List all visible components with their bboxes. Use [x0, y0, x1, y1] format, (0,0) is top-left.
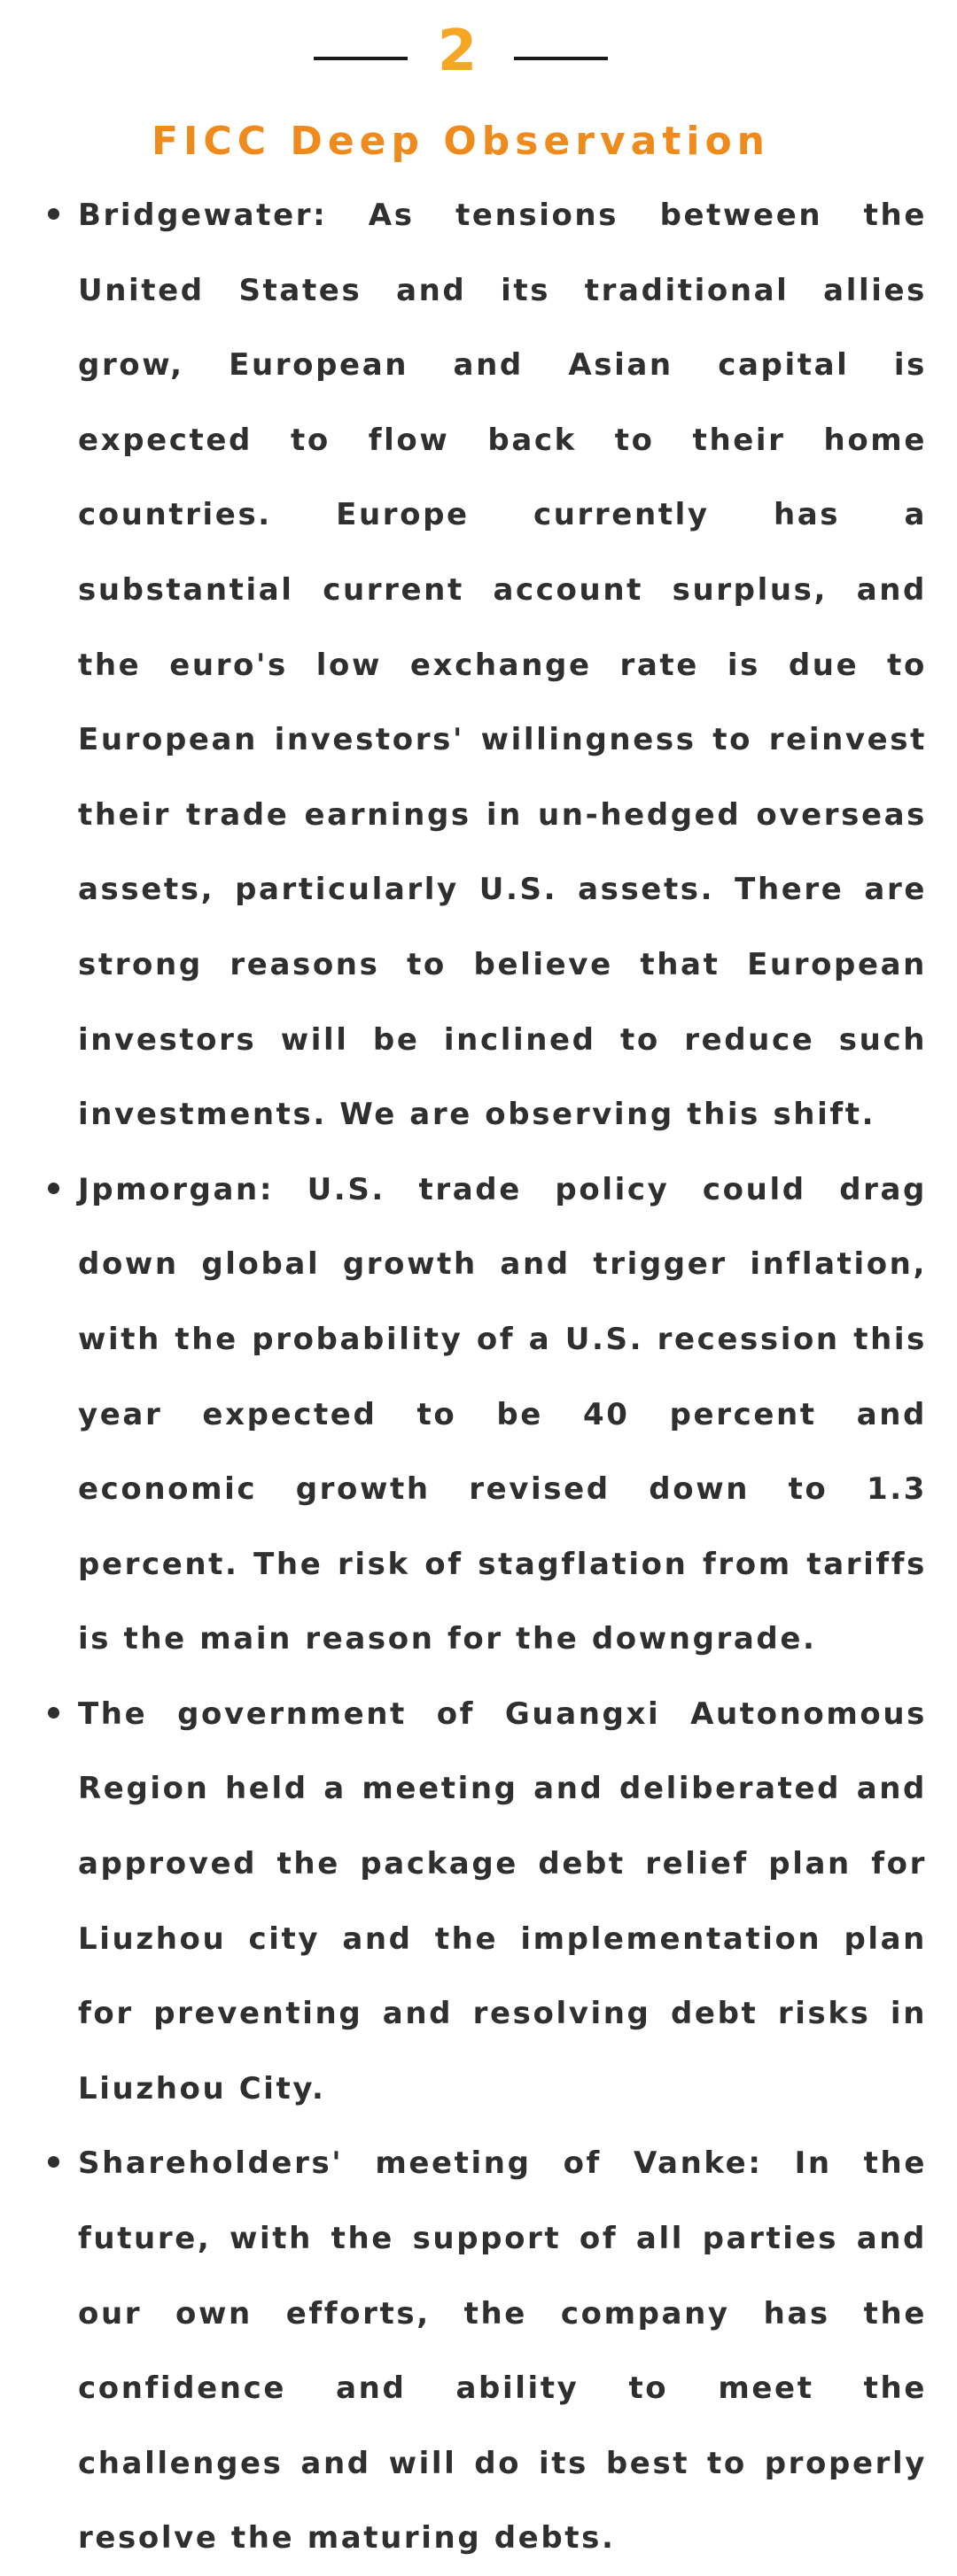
section-number-row	[0, 16, 957, 87]
bullet-dot-icon	[48, 1183, 59, 1194]
observation-text: Bridgewater: As tensions between the United States and its traditional allies grow, European and Asian capital is expected to flow back to their home countries. Europe currently has a substantial current account surplus, and the euro's low exchange rate is due to European investors' willingness to reinvest their trade earnings in un-hedged overseas assets, particularly U.S. assets. There are strong reasons to believe that European investors will be inclined to reduce such investments. We are observing this shift.	[78, 198, 927, 1133]
section-title: FICC Deep Observation	[151, 119, 771, 164]
observation-text: Jpmorgan: U.S. trade policy could drag down global growth and trigger inflation, with the probability of a U.S. recession this year expected to be 40 percent and economic growth revised down to 1.3 percent. The risk of stagflation from tariffs is the main reason for the downgrade.	[78, 1171, 927, 1657]
observation-jpmorgan	[35, 1152, 927, 1677]
bullet-dot-icon	[48, 1707, 59, 1719]
observation-text: Shareholders' meeting of Vanke: In the future, with the support of all parties and our own efforts, the company has the confidence and ability to meet the challenges and will do its best to properly resolve the maturing debts.	[78, 2145, 927, 2557]
observation-list	[35, 178, 927, 2576]
observation-vanke	[35, 2126, 927, 2576]
left-divider	[314, 57, 408, 60]
observation-bridgewater	[35, 178, 927, 1152]
bullet-dot-icon	[48, 2156, 59, 2168]
observation-text: The government of Guangxi Autonomous Region held a meeting and deliberated and approved the package debt relief plan for Liuzhou city and the implementation plan for preventing and resolving debt risks in Liuzhou City.	[78, 1695, 927, 2107]
observation-guangxi	[35, 1677, 927, 2127]
section-number: 2	[437, 19, 478, 84]
right-divider	[514, 57, 608, 60]
bullet-dot-icon	[48, 208, 59, 220]
